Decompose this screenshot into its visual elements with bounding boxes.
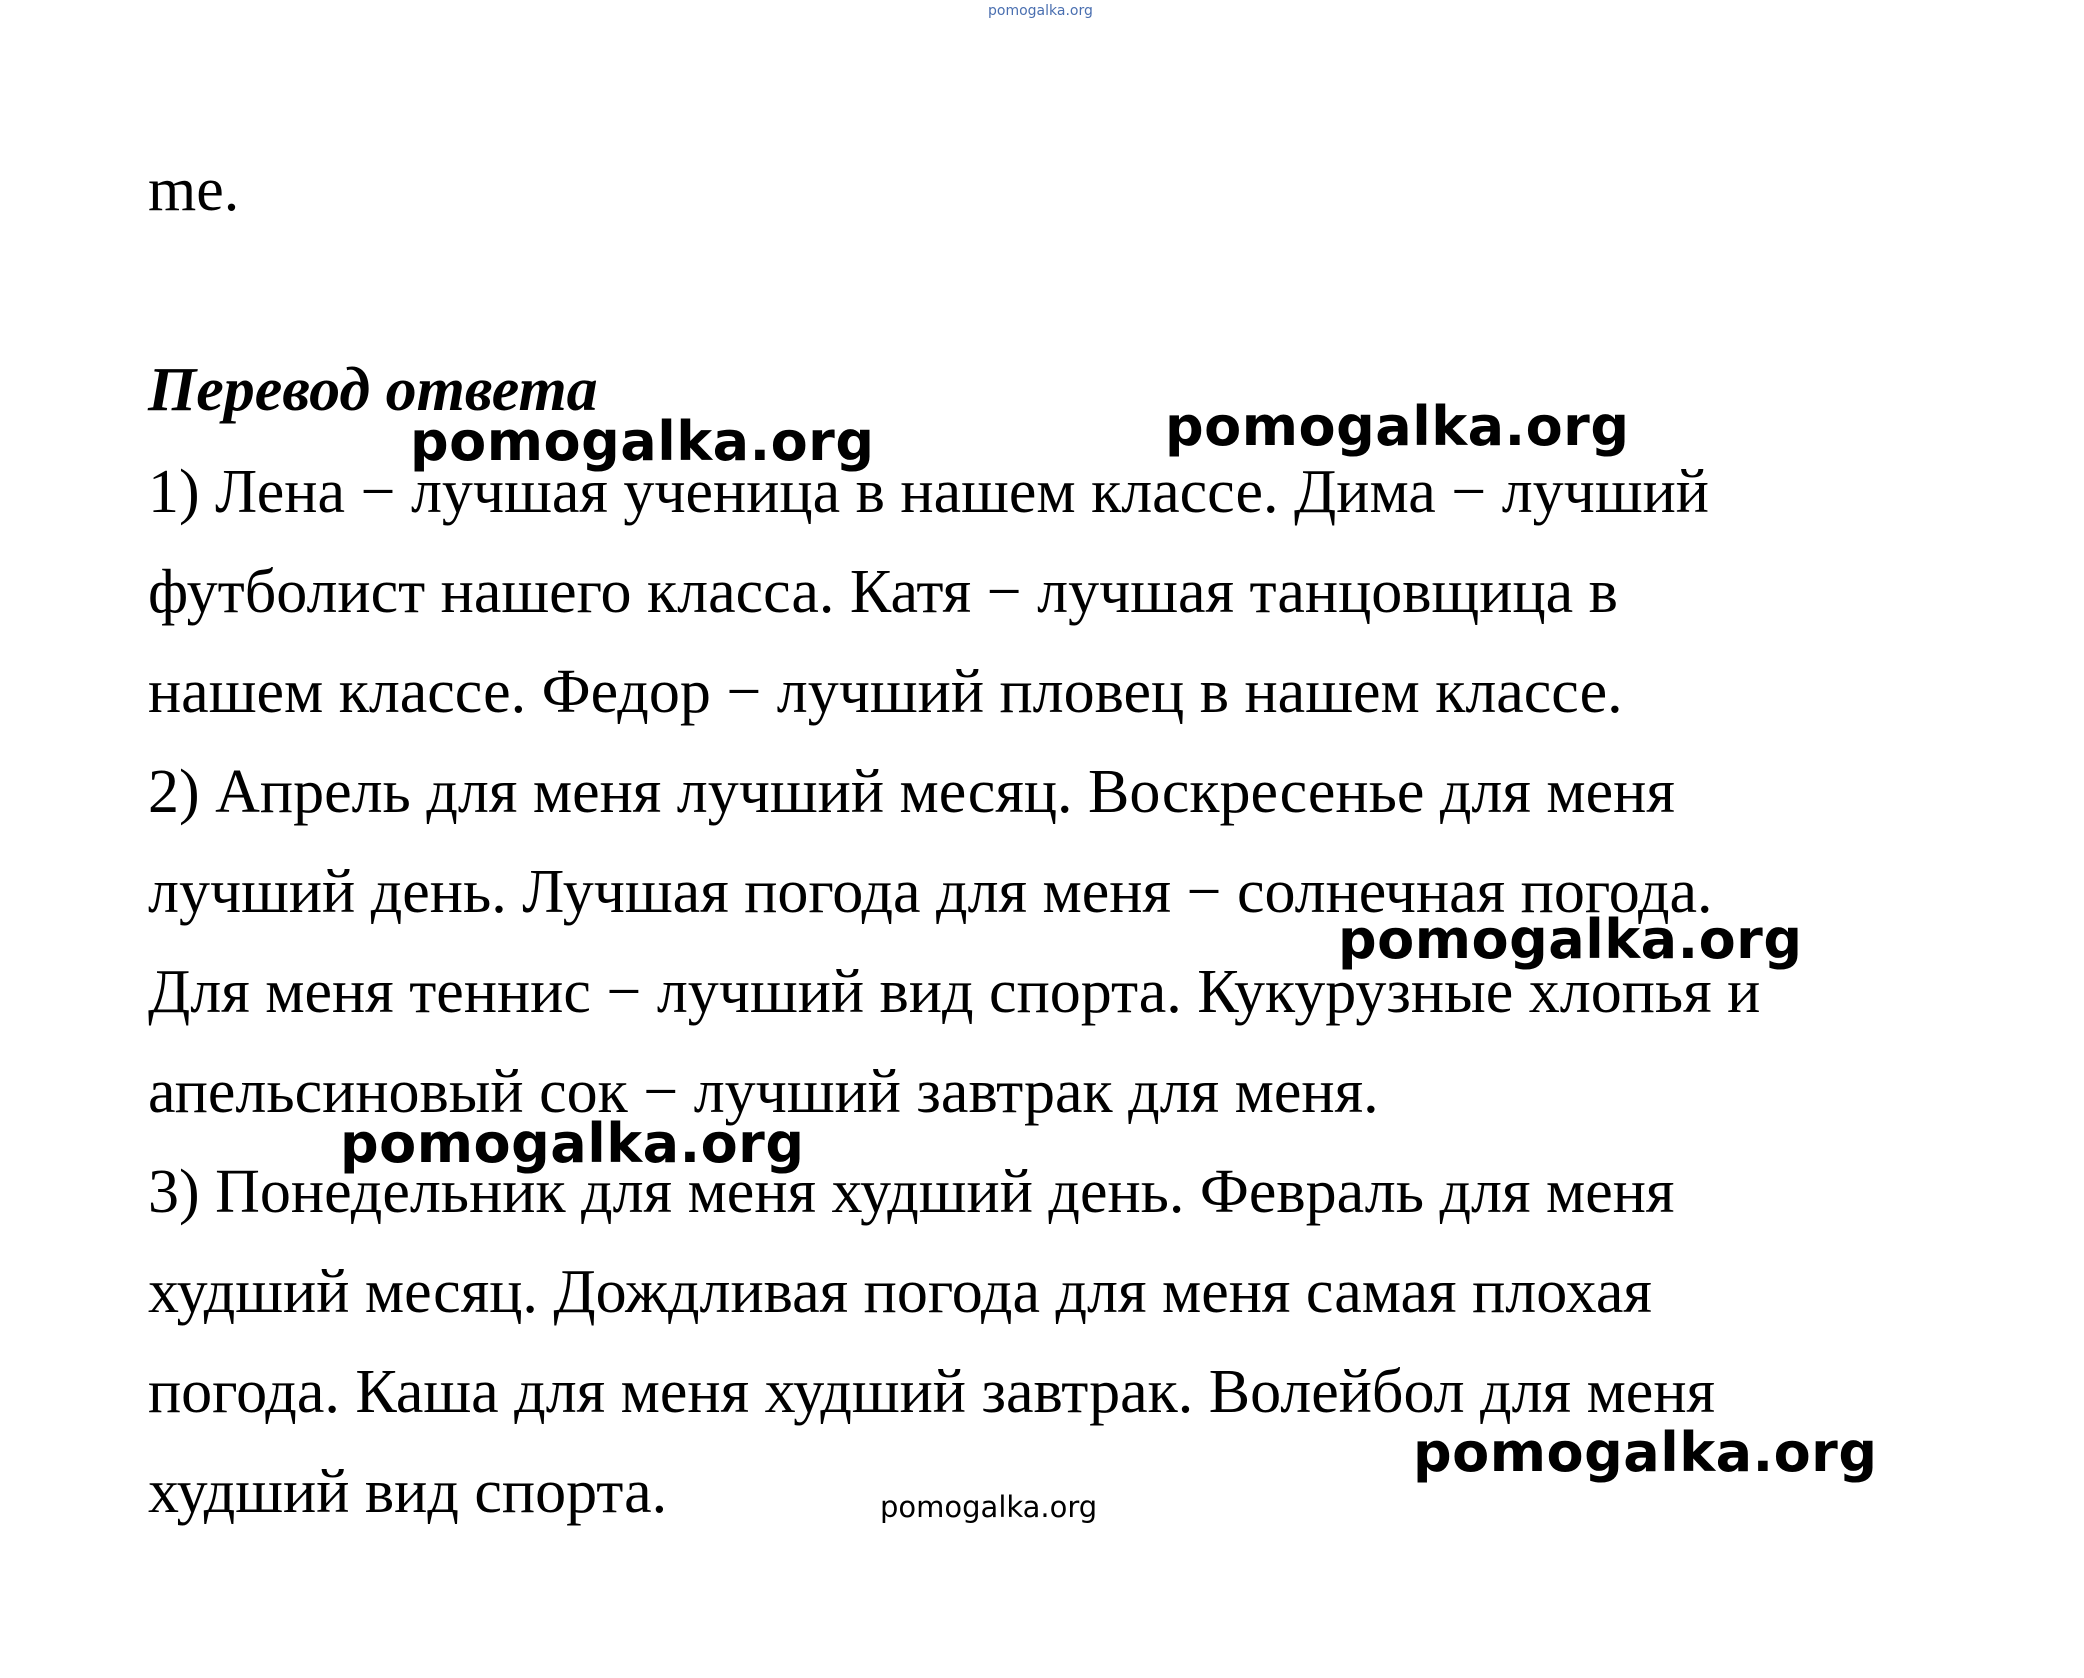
watermark-top: pomogalka.org bbox=[988, 3, 1093, 19]
text-line-11: худший вид спорта. bbox=[148, 1458, 668, 1526]
text-line-3: нашем классе. Федор − лучший пловец в нашем классе. bbox=[148, 658, 1623, 726]
text-line-7: апельсиновый сок − лучший завтрак для меня. bbox=[148, 1058, 1379, 1126]
watermark-large-1: pomogalka.org bbox=[410, 410, 875, 473]
watermark-small-bottom: pomogalka.org bbox=[880, 1490, 1098, 1524]
text-line-4: 2) Апрель для меня лучший месяц. Воскресенье для меня bbox=[148, 758, 1675, 826]
text-line-8: 3) Понедельник для меня худший день. Февраль для меня bbox=[148, 1158, 1675, 1226]
section-heading: Перевод ответа bbox=[148, 356, 598, 424]
watermark-large-4: pomogalka.org bbox=[340, 1112, 805, 1175]
text-line-6: Для меня теннис − лучший вид спорта. Кукурузные хлопья и bbox=[148, 958, 1761, 1026]
text-line-10: погода. Каша для меня худший завтрак. Волейбол для меня bbox=[148, 1358, 1716, 1426]
text-line-1: 1) Лена − лучшая ученица в нашем классе. Дима − лучший bbox=[148, 458, 1709, 526]
text-line-2: футболист нашего класса. Катя − лучшая танцовщица в bbox=[148, 558, 1618, 626]
watermark-large-3: pomogalka.org bbox=[1338, 908, 1803, 971]
text-line-9: худший месяц. Дождливая погода для меня самая плохая bbox=[148, 1258, 1652, 1326]
text-line-5: лучший день. Лучшая погода для меня − солнечная погода. bbox=[148, 858, 1713, 926]
continuation-text: me. bbox=[148, 156, 240, 224]
watermark-large-5: pomogalka.org bbox=[1413, 1421, 1878, 1484]
watermark-large-2: pomogalka.org bbox=[1165, 395, 1630, 458]
